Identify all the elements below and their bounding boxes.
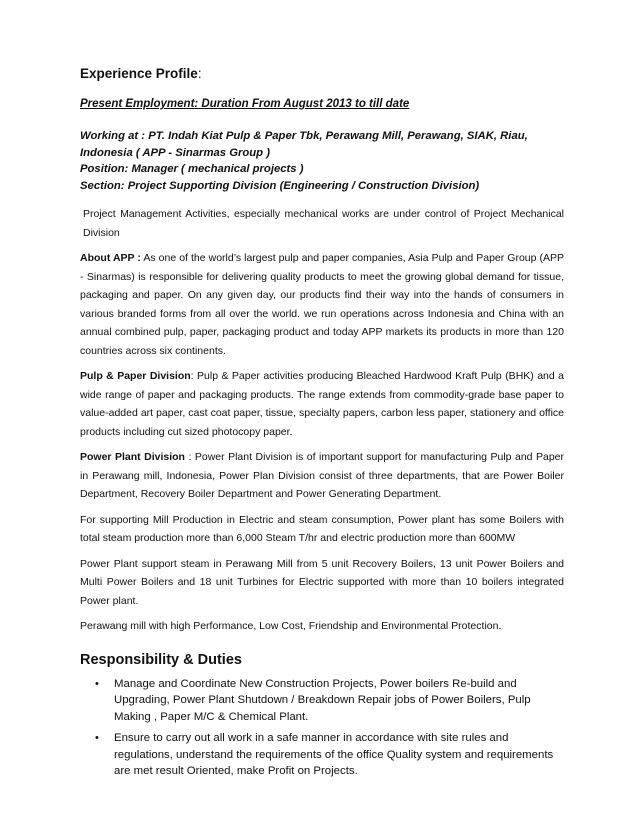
duty-text: Manage and Coordinate New Construction Projects, Power boilers Re-build and Upgrading, Power Plant Shutdown / Breakdown Repair jobs of Power Boilers, Pulp Making , Paper M/C & Chemical Plant. [114,677,531,723]
duty-text: Ensure to carry out all work in a safe manner in accordance with site rules and regulations, understand the requirements of the office Quality system and requirements are met result Oriented, make Profit on Projects. [114,732,554,777]
pulp-paper-text: : Pulp & Paper activities producing Bleached Hardwood Kraft Pulp (BHK) and a wide range of paper and packaging products. The range extends from commodity-grade base paper to value-added art paper, cast coat paper, tissue, specialty papers, carbon less paper, stationery and office products including cut sized photocopy paper. [80,370,564,438]
about-app-label: About APP : [80,252,141,264]
working-details [80,128,564,194]
list-item [80,730,564,780]
pulp-paper-paragraph [80,367,564,441]
position-line: Position: Manager ( mechanical projects ) [80,163,304,175]
support-steam-paragraph: Power Plant support steam in Perawang Mill from 5 unit Recovery Boilers, 13 unit Power Boilers and Multi Power Boilers and 18 unit Turbines for Electric supported with more than 10 boilers integrated Power plant. [80,557,564,607]
experience-heading-colon: : [197,66,202,81]
about-app-paragraph [80,249,564,360]
present-employment: Present Employment: Duration From August 2013 to till date [80,98,410,110]
supporting-paragraph: For supporting Mill Production in Electric and steam consumption, Power plant has some Boilers with total steam production more than 6,000 Steam T/hr and electric production more than 600MW [80,513,564,544]
pulp-paper-label: Pulp & Paper Division [80,370,191,382]
power-plant-label: Power Plant Division [80,451,185,463]
perawang-paragraph: Perawang mill with high Performance, Low Cost, Friendship and Environmental Protection. [80,620,502,632]
power-plant-text: : Power Plant Division is of important support for manufacturing Pulp and Paper in Perawang mill, Indonesia, Power Plan Division consist of three departments, that are Power Boiler Department, Recovery Boiler Department and Power Generating Department. [80,451,564,500]
bullet-icon: • [95,677,99,690]
power-plant-paragraph [80,448,564,504]
intro-paragraph: Project Management Activities, especially mechanical works are under control of Project Mechanical Division [83,208,564,239]
responsibility-heading: Responsibility & Duties [80,651,242,668]
working-country-line: Indonesia ( APP - Sinarmas Group ) [80,146,270,159]
about-app-text: As one of the world’s largest pulp and paper companies, Asia Pulp and Paper Group (APP - Sinarmas) is responsible for delivering quality products to meet the growing global demand for tissue, packaging and paper. On any given day, our products find their way into the hands of consumers in various branded forms from all over the world. we run operations across Indonesia and China with an annual combined pulp, paper, packaging product and today APP markets its products in more than 120 countries across six continents. [80,252,564,357]
experience-heading-text: Experience Profile [80,66,198,81]
document-content [80,66,564,785]
working-at-line: Working at : PT. Indah Kiat Pulp & Paper Tbk, Perawang Mill, Perawang, SIAK, Riau, [80,130,528,142]
bullet-icon: • [95,732,99,744]
list-item [80,676,564,726]
experience-profile-heading [80,66,564,81]
duties-list [80,676,564,780]
section-line: Section: Project Supporting Division (Engineering / Construction Division) [80,179,480,192]
